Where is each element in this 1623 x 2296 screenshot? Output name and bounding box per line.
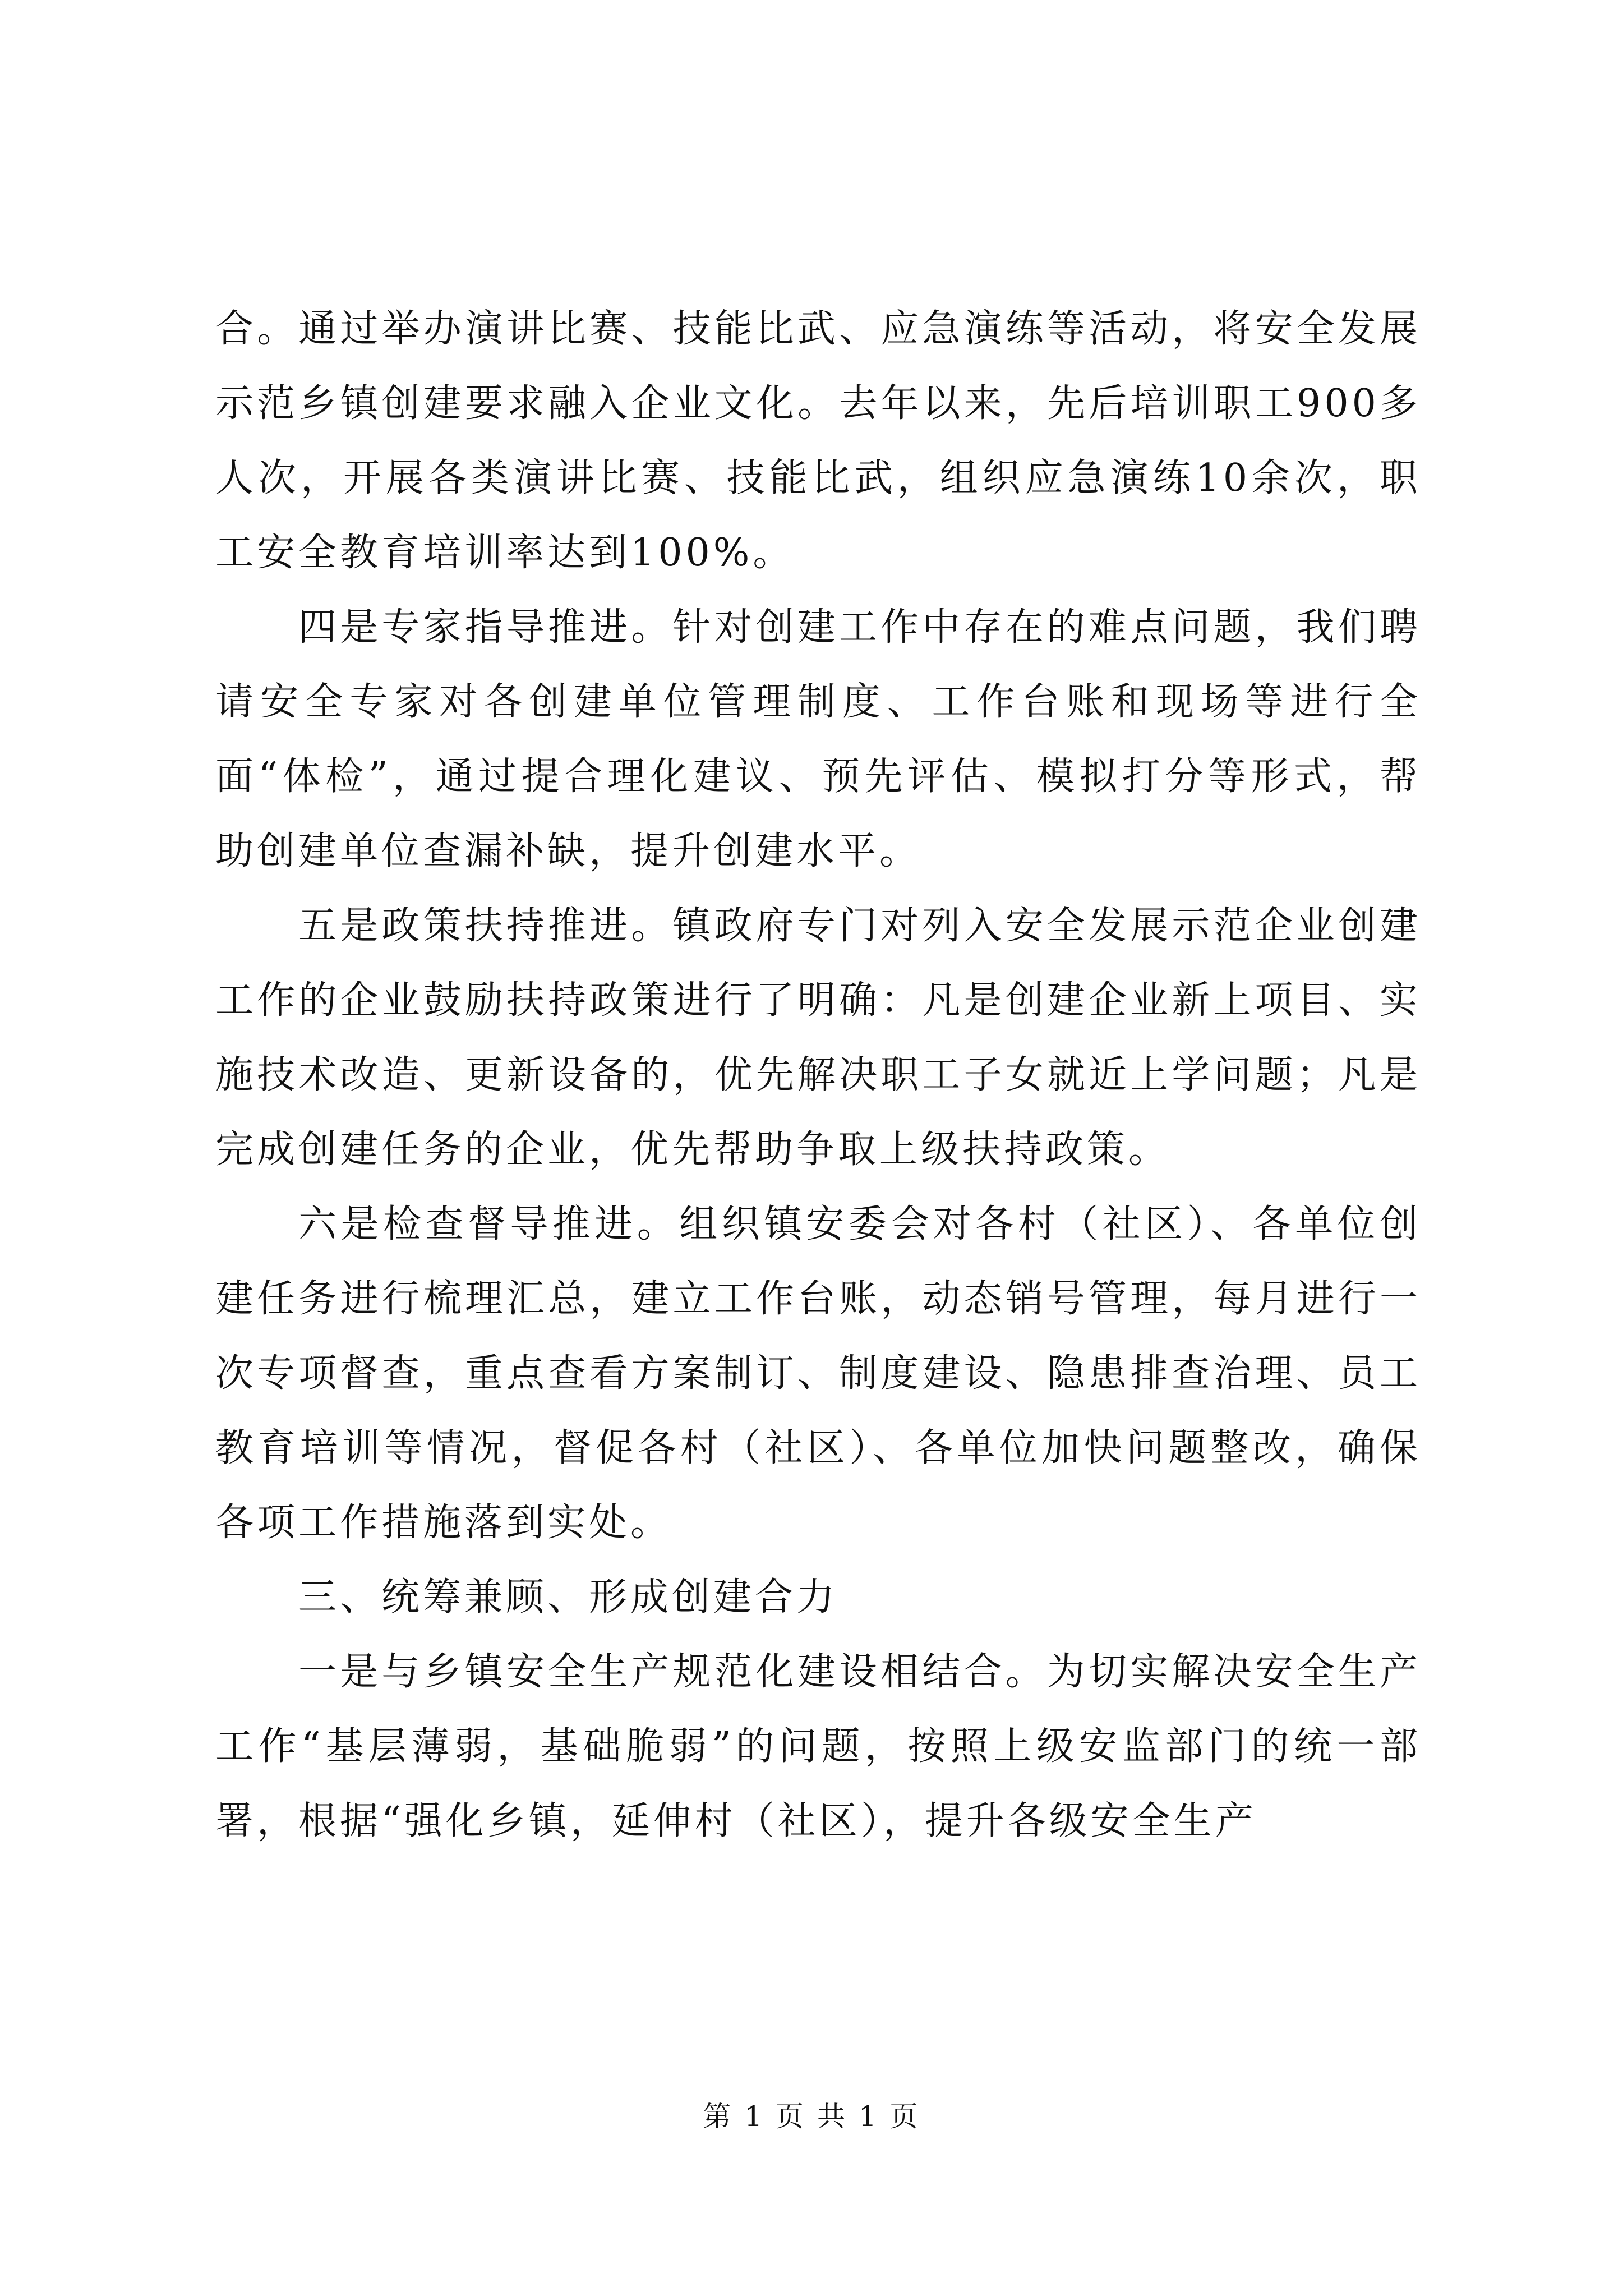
- paragraph-expert-guidance: 四是专家指导推进。针对创建工作中存在的难点问题，我们聘请安全专家对各创建单位管理制度、工作台账和现场等进行全面“体检”，通过提合理化建议、预先评估、模拟打分等形式，帮助创建单位查漏补缺，提升创建水平。: [215, 605, 1421, 873]
- paragraph-continuation: 合。通过举办演讲比赛、技能比武、应急演练等活动，将安全发展示范乡镇创建要求融入企业文化。去年以来，先后培训职工900多人次，开展各类演讲比赛、技能比武，组织应急演练10余次，职工安全教育培训率达到100%。: [215, 307, 1421, 575]
- paragraph-policy-support: 五是政策扶持推进。镇政府专门对列入安全发展示范企业创建工作的企业鼓励扶持政策进行了明确：凡是创建企业新上项目、实施技术改造、更新设备的，优先解决职工子女就近上学问题；凡是完成创建任务的企业，优先帮助争取上级扶持政策。: [215, 904, 1421, 1172]
- page-footer: 第 1 页 共 1 页: [703, 2100, 920, 2133]
- paragraph-standardization: 一是与乡镇安全生产规范化建设相结合。为切实解决安全生产工作“基层薄弱，基础脆弱”的问题，按照上级安监部门的统一部署，根据“强化乡镇，延伸村（社区），提升各级安全生产: [215, 1650, 1421, 1843]
- document-body: [215, 292, 1421, 1858]
- paragraph-inspection-supervision: 六是检查督导推进。组织镇安委会对各村（社区）、各单位创建任务进行梳理汇总，建立工作台账，动态销号管理，每月进行一次专项督查，重点查看方案制订、制度建设、隐患排查治理、员工教育培训等情况，督促各村（社区）、各单位加快问题整改，确保各项工作措施落到实处。: [215, 1202, 1421, 1545]
- section-heading: 三、统筹兼顾、形成创建合力: [298, 1575, 838, 1619]
